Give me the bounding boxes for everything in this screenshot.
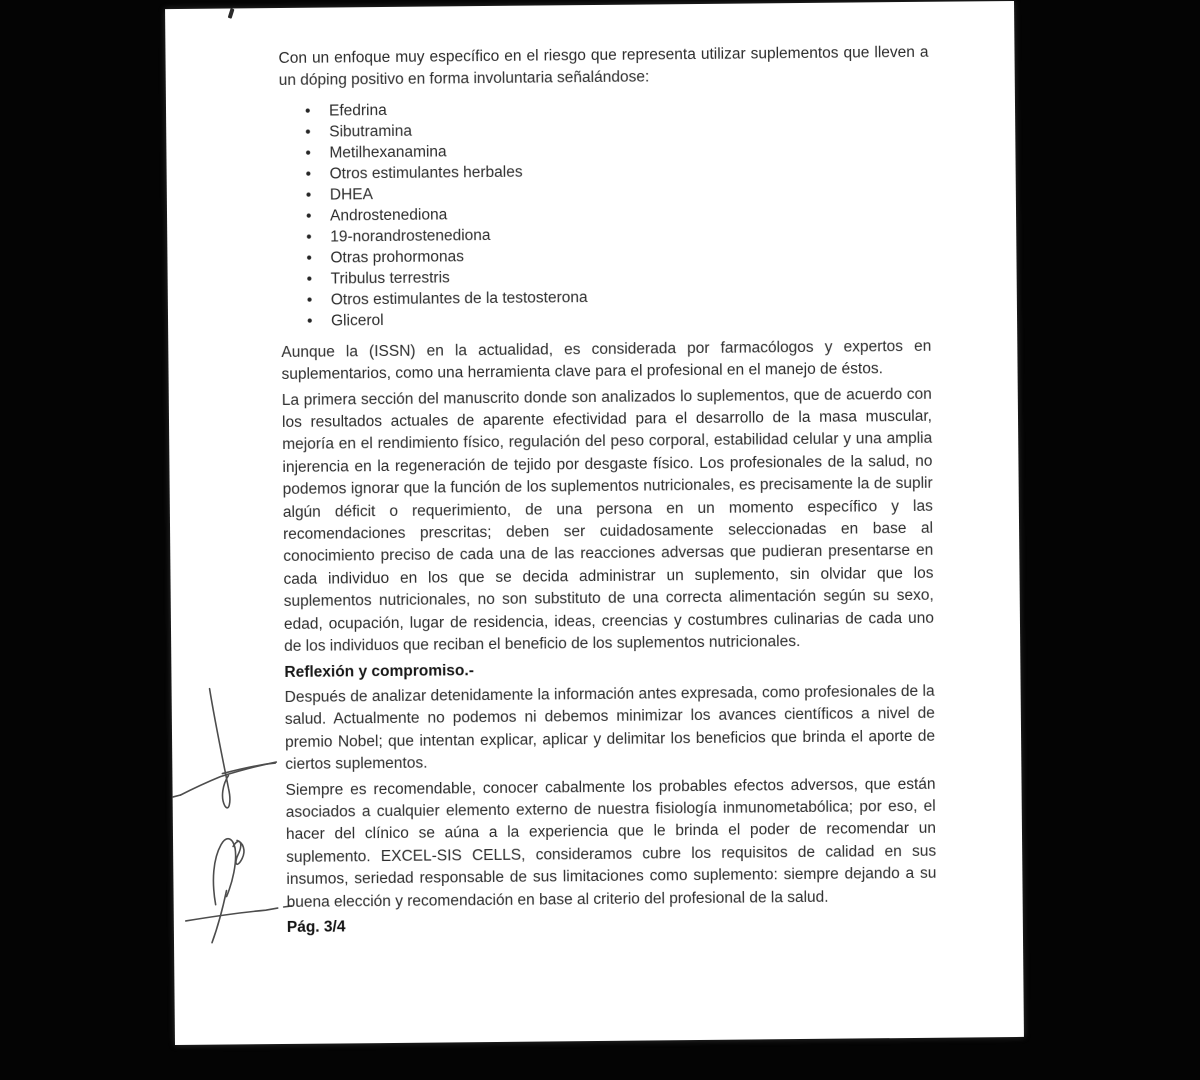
reflection-paragraph-2: Siempre es recomendable, conocer cabalmente los probables efectos adversos, que están asociados a cualquier elemento externo de nuestra fisiología inmunometabólica; por eso, el hacer del clínico se aúna a la experiencia que le brinda el poder de recomendar un suplemento. EXCEL-SIS CELLS, consideramos cubre los requisitos de calidad en sus insumos, seriedad responsable de sus limitaciones como suplemento: siempre dejando a su buena elección y recomendación en base al criterio del profesional de la salud. [285,775,937,911]
reflection-paragraph-1: Después de analizar detenidamente la información antes expresada, como profesionales de la salud. Actualmente no podemos ni debemos minimizar los avances científicos a nivel de premio Nobel; que intentan explicar, aplicar y delimitar los beneficios que brinda el aporte de ciertos suplementos. [284,682,936,774]
document-content [278,42,937,943]
list-item: • 19-norandrostenediona [330,221,930,248]
handwritten-check-initial [172,688,277,808]
issn-paragraph: Aunque la (ISSN) en la actualidad, es considerada por farmacólogos y expertos en suplementarios, como una herramienta clave para el profesional en el manejo de éstos. [281,337,932,384]
page-number: Pág. 3/4 [286,918,346,936]
list-item: • Otros estimulantes de la testosterona [331,284,931,311]
list-item: • Otros estimulantes herbales [330,158,930,185]
intro-paragraph: Con un enfoque muy específico en el riesgo que representa utilizar suplementos que lleven a un dóping positivo en forma involuntaria señalándose: [278,43,929,90]
list-item: • Efedrina [329,95,929,122]
main-paragraph: La primera sección del manuscrito donde son analizados lo suplementos, que de acuerdo con los resultados actuales de aparente efectividad para el desarrollo de la masa muscular, mejoría en el rendimiento físico, regulación del peso corporal, estabilidad celular y una amplia injerencia en la regeneración de tejido por desgaste físico. Los profesionales de la salud, no podemos ignorar que la función de los suplementos nutricionales, es precisamente la de suplir algún déficit o requerimiento, de una persona en un momento específico y las recomendaciones prescritas; deben ser cuidadosamente seleccionadas en base al conocimiento preciso de cada una de las reacciones adversas que pudieran presentarse en cada individuo en los que se decida administrar un suplemento, sin olvidar que los suplementos nutricionales, no son substituto de una correcta alimentación según su sexo, edad, ocupación, lugar de residencia, ideas, creencias y costumbres culinarias de cada uno de los individuos que reciban el beneficio de los suplementos nutricionales. [281,385,935,656]
list-item: • Sibutramina [329,116,929,143]
ink-tick-mark [228,8,235,19]
list-item: • Tribulus terrestris [331,263,931,290]
list-item: • Metilhexanamina [329,137,929,164]
substance-list [279,95,931,332]
handwritten-signature-scribble [185,838,292,943]
scanned-page [165,1,1024,1045]
list-item: • Glicerol [331,305,931,332]
section-heading: Reflexión y compromiso.- [284,661,474,681]
list-item: • Androstenediona [330,200,930,227]
list-item: • DHEA [330,179,930,206]
list-item: • Otras prohormonas [330,242,930,269]
